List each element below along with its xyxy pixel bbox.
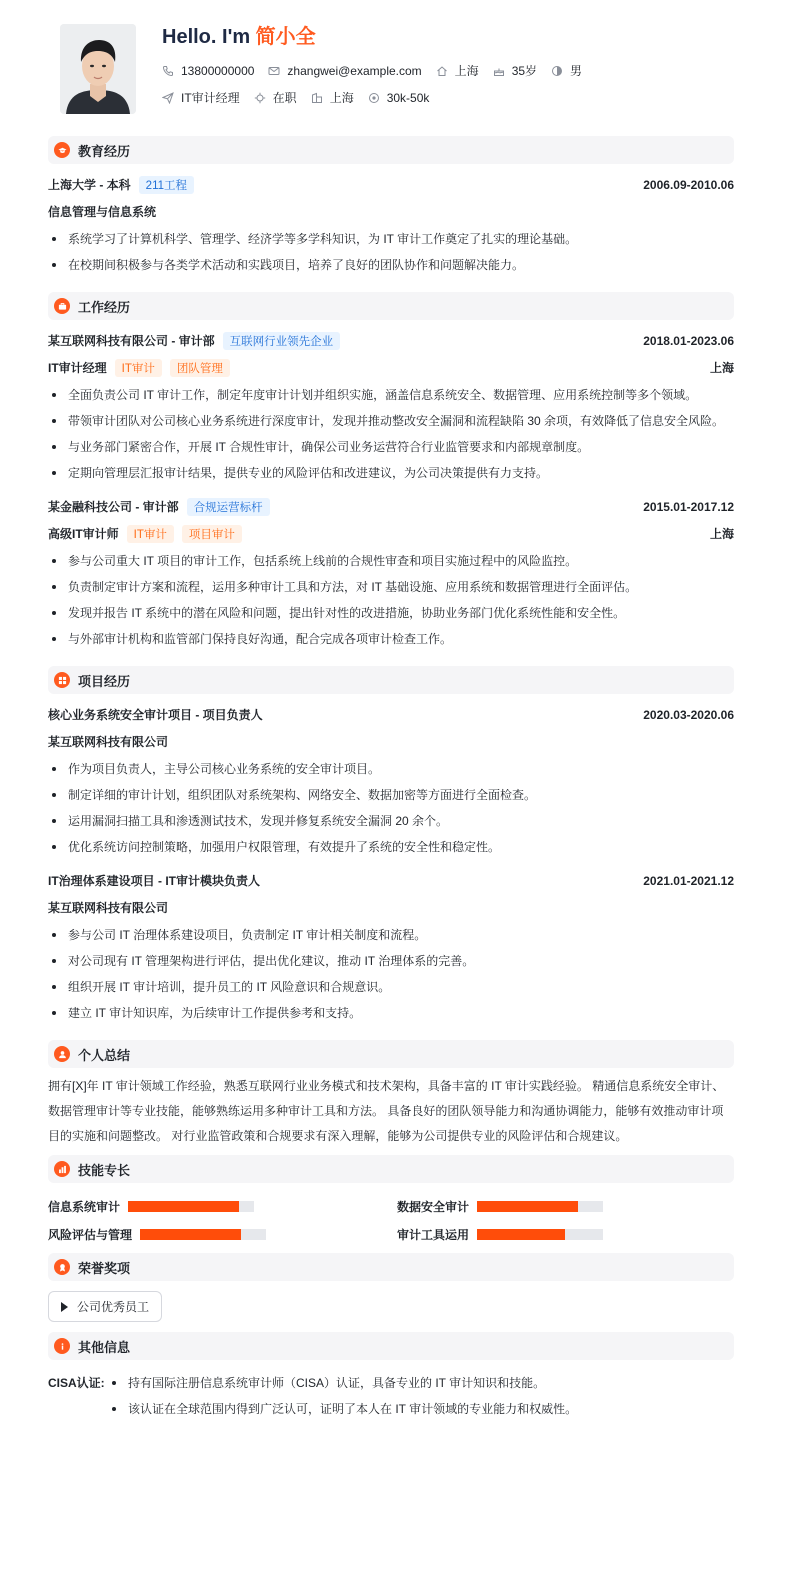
job-position-row — [48, 525, 734, 542]
location-item — [436, 62, 479, 79]
summary-title: 个人总结 — [78, 1047, 131, 1063]
project-title-row — [48, 706, 734, 723]
list-item: 与业务部门紧密合作，开展 IT 合规性审计，确保公司业务运营符合行业监管要求和内部规章制度。 — [48, 434, 734, 460]
target-city-text: 上海 — [329, 91, 354, 105]
gender-text: 男 — [570, 64, 583, 78]
job-status-text: 在职 — [272, 91, 297, 105]
skills-grid — [48, 1197, 734, 1243]
skill-item — [48, 1225, 397, 1243]
skill-bar — [128, 1201, 254, 1212]
job-company-row — [48, 498, 734, 515]
list-item: 建立 IT 审计知识库，为后续审计工作提供参考和支持。 — [48, 1000, 734, 1026]
greeting-title — [162, 20, 316, 49]
age-text: 35岁 — [511, 64, 538, 78]
salary-icon — [368, 92, 380, 104]
project-name: 核心业务系统安全审计项目 - 项目负责人 — [48, 708, 263, 722]
position-tag: IT审计 — [127, 525, 174, 543]
honors-title: 荣誉奖项 — [78, 1260, 131, 1276]
position-name: 高级IT审计师 — [48, 527, 119, 541]
job-row — [162, 89, 443, 106]
city-icon — [311, 92, 323, 104]
status-icon — [254, 92, 266, 104]
skill-name: 风险评估与管理 — [48, 1227, 133, 1242]
job-entry-2 — [48, 498, 734, 652]
position-tag: IT审计 — [115, 359, 162, 377]
education-title: 教育经历 — [78, 143, 131, 159]
position-tag: 团队管理 — [170, 359, 230, 377]
list-item: 持有国际注册信息系统审计师（CISA）认证，具备专业的 IT 审计知识和技能。 — [108, 1370, 577, 1396]
list-item: 与外部审计机构和监管部门保持良好沟通，配合完成各项审计检查工作。 — [48, 626, 734, 652]
projects-section — [48, 666, 734, 1026]
work-title: 工作经历 — [78, 299, 131, 315]
work-section — [48, 292, 734, 652]
age-item — [493, 62, 537, 79]
education-date: 2006.09-2010.06 — [643, 177, 734, 192]
education-header — [48, 136, 734, 164]
email-text: zhangwei@example.com — [287, 63, 422, 78]
phone-item — [162, 64, 254, 78]
work-header — [48, 292, 734, 320]
project-bullets — [48, 922, 734, 1026]
other-section — [48, 1332, 734, 1422]
skill-bar-fill — [128, 1201, 239, 1212]
gender-item — [551, 62, 582, 79]
skill-bar-fill — [140, 1229, 241, 1240]
skill-bar — [477, 1201, 603, 1212]
award-icon — [54, 1259, 70, 1275]
skill-name: 审计工具运用 — [397, 1227, 470, 1242]
salary-item — [368, 91, 430, 105]
skills-title: 技能专长 — [78, 1162, 131, 1178]
skill-name: 信息系统审计 — [48, 1199, 121, 1214]
skill-bar — [140, 1229, 266, 1240]
other-content — [48, 1370, 734, 1422]
skill-bar-fill — [477, 1201, 578, 1212]
skill-bar — [477, 1229, 603, 1240]
list-item: 对公司现有 IT 管理架构进行评估，提出优化建议，推动 IT 治理体系的完善。 — [48, 948, 734, 974]
skills-section — [48, 1155, 734, 1243]
list-item: 制定详细的审计计划，组织团队对系统架构、网络安全、数据加密等方面进行全面检查。 — [48, 782, 734, 808]
grid-icon — [54, 672, 70, 688]
phone-icon — [162, 65, 174, 77]
list-item: 组织开展 IT 审计培训，提升员工的 IT 风险意识和合规意识。 — [48, 974, 734, 1000]
education-bullets — [48, 226, 734, 278]
position-tag: 项目审计 — [182, 525, 242, 543]
company-name: 某互联网科技有限公司 - 审计部 — [48, 334, 215, 348]
list-item: 系统学习了计算机科学、管理学、经济学等多学科知识，为 IT 审计工作奠定了扎实的理论基础。 — [48, 226, 734, 252]
email-item — [268, 64, 421, 78]
target-position-text: IT审计经理 — [181, 91, 240, 105]
skill-item — [397, 1197, 734, 1215]
job-date: 2015.01-2017.12 — [643, 499, 734, 514]
project-date: 2020.03-2020.06 — [643, 707, 734, 722]
honors-header — [48, 1253, 734, 1281]
other-title: 其他信息 — [78, 1339, 131, 1355]
projects-title: 项目经历 — [78, 673, 131, 689]
list-item: 在校期间积极参与各类学术活动和实践项目，培养了良好的团队协作和问题解决能力。 — [48, 252, 734, 278]
list-item: 定期向管理层汇报审计结果，提供专业的风险评估和改进建议，为公司决策提供有力支持。 — [48, 460, 734, 486]
user-icon — [54, 1046, 70, 1062]
job-city: 上海 — [709, 361, 734, 375]
summary-section — [48, 1040, 734, 1149]
greeting-text: Hello. I'm — [162, 26, 251, 48]
home-icon — [436, 65, 448, 77]
project-company: 某互联网科技有限公司 — [48, 901, 169, 915]
send-icon — [162, 92, 174, 104]
company-name: 某金融科技公司 - 审计部 — [48, 500, 179, 514]
project-company: 某互联网科技有限公司 — [48, 735, 169, 749]
salary-text: 30k-50k — [386, 90, 430, 105]
project-company-row — [48, 733, 734, 750]
list-item: 该认证在全球范围内得到广泛认可，证明了本人在 IT 审计领域的专业能力和权威性。 — [108, 1396, 577, 1422]
project-date: 2021.01-2021.12 — [643, 873, 734, 888]
list-item: 全面负责公司 IT 审计工作，制定年度审计计划并组织实施，涵盖信息系统安全、数据管理、应用系统控制等多个领域。 — [48, 382, 734, 408]
phone-text: 13800000000 — [181, 63, 255, 78]
briefcase-icon — [54, 298, 70, 314]
job-city: 上海 — [709, 527, 734, 541]
target-position-item — [162, 89, 240, 106]
project-company-row — [48, 899, 734, 916]
mail-icon — [268, 65, 280, 77]
candidate-name: 简小全 — [255, 26, 316, 48]
skill-item — [48, 1197, 397, 1215]
cake-icon — [493, 65, 505, 77]
list-item: 带领审计团队对公司核心业务系统进行深度审计，发现并推动整改安全漏洞和流程缺陷 30 余项，有效降低了信息安全风险。 — [48, 408, 734, 434]
projects-header — [48, 666, 734, 694]
bar-chart-icon — [54, 1161, 70, 1177]
job-entry-1 — [48, 332, 734, 486]
major-row — [48, 203, 734, 220]
major-name: 信息管理与信息系统 — [48, 205, 157, 219]
education-section — [48, 136, 734, 278]
award-name: 公司优秀员工 — [77, 1300, 150, 1314]
job-company-row — [48, 332, 734, 349]
list-item: 发现并报告 IT 系统中的潜在风险和问题，提出针对性的改进措施，协助业务部门优化系统性能和安全性。 — [48, 600, 734, 626]
education-entry-row — [48, 176, 734, 193]
company-tag: 合规运营标杆 — [187, 498, 270, 516]
avatar — [60, 24, 136, 114]
skill-name: 数据安全审计 — [397, 1199, 470, 1214]
job-bullets — [48, 548, 734, 652]
job-bullets — [48, 382, 734, 486]
cert-label: CISA认证: — [48, 1376, 105, 1390]
project-name: IT治理体系建设项目 - IT审计模块负责人 — [48, 874, 260, 888]
list-item: 参与公司 IT 治理体系建设项目，负责制定 IT 审计相关制度和流程。 — [48, 922, 734, 948]
project-entry-2 — [48, 872, 734, 1026]
info-icon — [54, 1338, 70, 1354]
graduation-cap-icon — [54, 142, 70, 158]
list-item: 负责制定审计方案和流程，运用多种审计工具和方法，对 IT 基础设施、应用系统和数据管理进行全面评估。 — [48, 574, 734, 600]
project-title-row — [48, 872, 734, 889]
target-city-item — [311, 89, 354, 106]
job-date: 2018.01-2023.06 — [643, 333, 734, 348]
honors-section — [48, 1253, 734, 1322]
company-tag: 互联网行业领先企业 — [223, 332, 341, 350]
job-position-row — [48, 359, 734, 376]
skills-header — [48, 1155, 734, 1183]
award-chip[interactable] — [48, 1291, 162, 1322]
resume-header — [48, 0, 734, 128]
position-name: IT审计经理 — [48, 361, 107, 375]
other-header — [48, 1332, 734, 1360]
list-item: 优化系统访问控制策略，加强用户权限管理，有效提升了系统的安全性和稳定性。 — [48, 834, 734, 860]
gender-icon — [551, 65, 563, 77]
play-icon — [61, 1302, 68, 1312]
summary-text: 拥有[X]年 IT 审计领域工作经验，熟悉互联网行业业务模式和技术架构，具备丰富的 IT 审计实践经验。 精通信息系统安全审计、数据管理审计等专业技能，能够熟练运用多种审计工具和方法。 具备良好的团队领导能力和沟通协调能力，能够有效推动审计项目的实施和问题整改。 对行业监管政策和合规要求有深入理解，能够为公司提供专业的风险评估和合规建议。 — [48, 1079, 725, 1143]
contact-row — [162, 62, 596, 79]
skill-item — [397, 1225, 734, 1243]
school-name: 上海大学 - 本科 — [48, 178, 131, 192]
skill-bar-fill — [477, 1229, 565, 1240]
list-item: 运用漏洞扫描工具和渗透测试技术，发现并修复系统安全漏洞 20 余个。 — [48, 808, 734, 834]
project-bullets — [48, 756, 734, 860]
cert-bullets — [108, 1370, 577, 1422]
school-tag: 211工程 — [139, 176, 194, 194]
project-entry-1 — [48, 706, 734, 860]
location-text: 上海 — [454, 64, 479, 78]
list-item: 作为项目负责人，主导公司核心业务系统的安全审计项目。 — [48, 756, 734, 782]
job-status-item — [254, 89, 297, 106]
summary-header — [48, 1040, 734, 1068]
list-item: 参与公司重大 IT 项目的审计工作，包括系统上线前的合规性审查和项目实施过程中的风险监控。 — [48, 548, 734, 574]
